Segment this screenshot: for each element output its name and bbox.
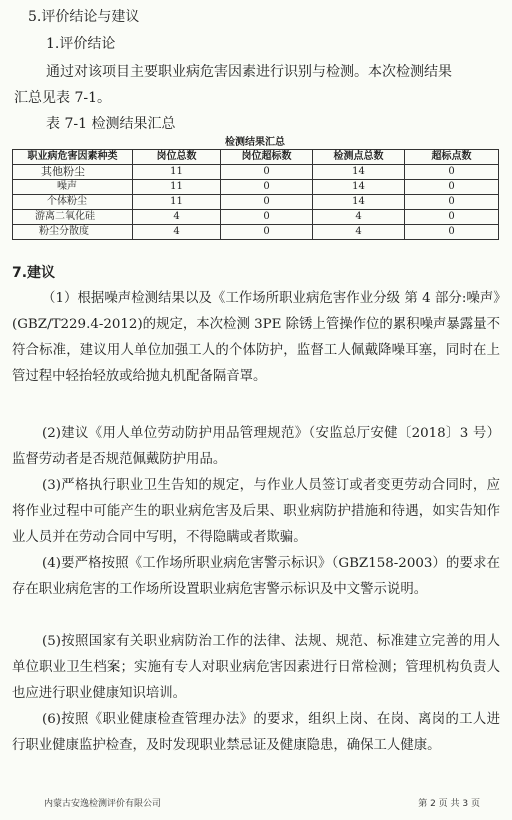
table-cell: 0 — [405, 165, 499, 180]
results-table — [12, 149, 499, 240]
table-cell: 4 — [133, 210, 221, 225]
table-row — [13, 180, 499, 195]
table-cell: 11 — [133, 165, 221, 180]
table-cell: 个体粉尘 — [13, 195, 133, 210]
footer-company: 内蒙古安逸检测评价有限公司 — [44, 799, 162, 809]
suggestion-paragraph-5: (5)按照国家有关职业病防治工作的法律、法规、规范、标准建立完善的用人单位职业卫生档案；实施有专人对职业病危害因素进行日常检测；管理机构负责人也应进行职业健康知识培训。 — [12, 634, 500, 701]
header-cell: 岗位超标数 — [221, 150, 313, 165]
table-cell: 粉尘分散度 — [13, 225, 133, 240]
table-header-row — [13, 150, 499, 165]
intro-text-line1: 通过对该项目主要职业病危害因素进行识别与检测。本次检测结果 — [46, 64, 452, 80]
suggestion-paragraph-6: (6)按照《职业健康检查管理办法》的要求，组织上岗、在岗、离岗的工人进行职业健康监护检查，及时发现职业禁忌证及健康隐患，确保工人健康。 — [12, 712, 500, 753]
table-cell: 0 — [221, 210, 313, 225]
table-row — [13, 195, 499, 210]
table-cell: 0 — [405, 225, 499, 240]
table-cell: 14 — [313, 195, 405, 210]
section7-heading: 7.建议 — [12, 265, 56, 281]
table-cell: 14 — [313, 165, 405, 180]
table-cell: 噪声 — [13, 180, 133, 195]
suggestion-paragraph-2: (2)建议《用人单位劳动防护用品管理规范》（安监总厅安健〔2018〕3 号）监督劳动者是否规范佩戴防护用品。 — [12, 426, 500, 467]
table-cell: 0 — [221, 195, 313, 210]
table-cell: 0 — [221, 165, 313, 180]
header-cell: 职业病危害因素种类 — [13, 150, 133, 165]
suggestion-paragraph-1: （1）根据噪声检测结果以及《工作场所职业病危害作业分级 第 4 部分:噪声》(GBZ/T229.4-2012)的规定，本次检测 3PE 除锈上管操作位的累积噪声暴露量不符合标准，建议用人单位加强工人的个体防护，监督工人佩戴降噪耳塞，同时在上管过程中轻抬轻放或给抛丸机配备隔音罩。 — [12, 291, 500, 384]
table-cell: 4 — [313, 210, 405, 225]
table-cell: 0 — [221, 225, 313, 240]
results-table-container — [12, 137, 498, 240]
intro-text-line2: 汇总见表 7-1。 — [14, 90, 111, 106]
suggestion-paragraph-4: (4)要严格按照《工作场所职业病危害警示标识》（GBZ158-2003）的要求在存在职业病危害的工作场所设置职业病危害警示标识及中文警示说明。 — [12, 556, 500, 597]
table-cell: 0 — [405, 180, 499, 195]
footer-page-number: 第 2 页 共 3 页 — [418, 799, 480, 809]
table-cell: 游离二氧化硅 — [13, 210, 133, 225]
table-cell: 0 — [221, 180, 313, 195]
table-caption: 表 7-1 检测结果汇总 — [46, 116, 176, 132]
table-cell: 0 — [405, 210, 499, 225]
table-cell: 11 — [133, 180, 221, 195]
subsection-heading: 1.评价结论 — [46, 36, 116, 52]
table-cell: 14 — [313, 180, 405, 195]
table-row — [13, 165, 499, 180]
section-heading: 5.评价结论与建议 — [28, 9, 140, 25]
table-cell: 其他粉尘 — [13, 165, 133, 180]
table-title: 检测结果汇总 — [225, 137, 285, 148]
suggestion-paragraph-3: (3)严格执行职业卫生告知的规定，与作业人员签订或者变更劳动合同时，应将作业过程中可能产生的职业病危害及后果、职业病防护措施和待遇，如实告知作业人员并在劳动合同中写明，不得隐瞒或者欺骗。 — [12, 478, 500, 545]
table-cell: 4 — [133, 225, 221, 240]
header-cell: 超标点数 — [405, 150, 499, 165]
header-cell: 岗位总数 — [133, 150, 221, 165]
table-row — [13, 210, 499, 225]
table-cell: 4 — [313, 225, 405, 240]
table-cell: 0 — [405, 195, 499, 210]
table-row — [13, 225, 499, 240]
header-cell: 检测点总数 — [313, 150, 405, 165]
table-cell: 11 — [133, 195, 221, 210]
